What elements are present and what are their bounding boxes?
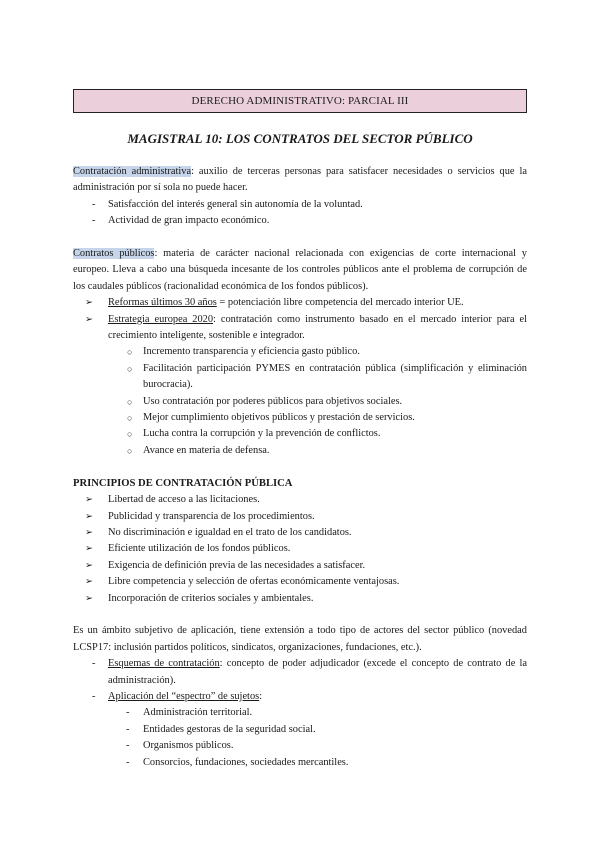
list-item — [73, 394, 527, 410]
reformas-label: Reformas últimos 30 años — [108, 297, 217, 309]
principios-heading: PRINCIPIOS DE CONTRATACIÓN PÚBLICA — [73, 477, 293, 489]
circle-bullet-icon: ○ — [127, 363, 133, 374]
list-item — [73, 558, 527, 574]
esquemas-text: : concepto de poder adjudicador (excede el concepto de contrato de la administración). — [108, 658, 528, 686]
list-item — [73, 213, 527, 229]
list-item-text: Administración territorial. — [143, 707, 253, 719]
list-item — [73, 541, 527, 557]
list-item-text: Avance en materia de defensa. — [143, 444, 270, 456]
list-item-text: Consorcios, fundaciones, sociedades mercantiles. — [143, 756, 349, 768]
arrow-bullet-icon: ➢ — [85, 593, 93, 604]
arrow-bullet-icon: ➢ — [85, 511, 93, 522]
circle-bullet-icon: ○ — [127, 413, 133, 424]
circle-bullet-icon: ○ — [127, 445, 133, 456]
esquemas-label: Esquemas de contratación — [108, 658, 220, 670]
reformas-text: = potenciación libre competencia del mercado interior UE. — [216, 297, 464, 309]
contratacion-definition — [73, 164, 527, 197]
list-item-text: Incorporación de criterios sociales y ambientales. — [108, 592, 314, 604]
list-item — [73, 312, 527, 345]
espectro-label: Aplicación del “espectro” de sujetos — [108, 690, 260, 702]
list-item-text: Eficiente utilización de los fondos públicos. — [108, 543, 291, 555]
list-item — [73, 738, 527, 754]
list-item — [73, 689, 527, 705]
list-item — [73, 344, 527, 360]
list-item — [73, 509, 527, 525]
list-item — [73, 656, 527, 689]
list-item — [73, 722, 527, 738]
contratos-definition — [73, 246, 527, 295]
list-item-text: Entidades gestoras de la seguridad social. — [143, 723, 316, 735]
ambito-paragraph: Es un ámbito subjetivo de aplicación, tiene extensión a todo tipo de actores del sector público (novedad LCSP17: inclusión partidos políticos, sindicatos, organizaciones, fundaciones, etc.). — [73, 625, 527, 653]
dash-bullet-icon: - — [92, 690, 96, 702]
arrow-bullet-icon: ➢ — [85, 527, 93, 538]
estrategia-label: Estrategia europea 2020 — [108, 313, 214, 325]
dash-bullet-icon: - — [126, 723, 130, 735]
list-item — [73, 443, 527, 459]
arrow-bullet-icon: ➢ — [85, 314, 93, 325]
list-item — [73, 525, 527, 541]
list-item — [73, 492, 527, 508]
list-item-text: Actividad de gran impacto económico. — [108, 215, 270, 227]
list-item-text: Incremento transparencia y eficiencia gasto público. — [143, 346, 360, 358]
list-item-text: Libertad de acceso a las licitaciones. — [108, 494, 260, 506]
list-item-text: Uso contratación por poderes públicos para objetivos sociales. — [143, 395, 403, 407]
arrow-bullet-icon: ➢ — [85, 560, 93, 571]
list-item — [73, 410, 527, 426]
arrow-bullet-icon: ➢ — [85, 298, 93, 309]
list-item-text: Lucha contra la corrupción y la prevención de conflictos. — [143, 428, 381, 440]
arrow-bullet-icon: ➢ — [85, 495, 93, 506]
dash-bullet-icon: - — [92, 658, 96, 670]
list-item-text: No discriminación e igualdad en el trato de los candidatos. — [108, 526, 352, 538]
list-item — [73, 426, 527, 442]
dash-bullet-icon: - — [92, 215, 96, 227]
list-item-text: Exigencia de definición previa de las necesidades a satisfacer. — [108, 559, 366, 571]
list-item-text: Libre competencia y selección de ofertas económicamente ventajosas. — [108, 576, 400, 588]
espectro-text: : — [259, 690, 263, 702]
document-body — [73, 164, 527, 771]
arrow-bullet-icon: ➢ — [85, 577, 93, 588]
list-item-text: Organismos públicos. — [143, 740, 234, 752]
list-item — [73, 574, 527, 590]
list-item — [73, 755, 527, 771]
list-item — [73, 361, 527, 394]
list-item — [73, 591, 527, 607]
list-item — [73, 705, 527, 721]
contratos-definition-text: : materia de carácter nacional relacionada con exigencias de corte internacional y europeo. Lleva a cabo una búsqueda incesante de los controles públicos ante el problema de corrupción de los caudales públicos (racionalidad económica de los fondos públicos). — [73, 248, 528, 292]
arrow-bullet-icon: ➢ — [85, 544, 93, 555]
circle-bullet-icon: ○ — [127, 429, 133, 440]
circle-bullet-icon: ○ — [127, 347, 133, 358]
contratos-term: Contratos públicos — [73, 248, 155, 260]
header-banner: DERECHO ADMINISTRATIVO: PARCIAL III — [73, 89, 527, 113]
dash-bullet-icon: - — [126, 740, 130, 752]
dash-bullet-icon: - — [126, 707, 130, 719]
estrategia-text: : contratación como instrumento basado en el mercado interior para el crecimiento inteligente, sostenible e integrador. — [108, 313, 527, 342]
contratacion-term: Contratación administrativa — [73, 166, 192, 177]
dash-bullet-icon: - — [126, 756, 130, 768]
contratacion-definition-text: : auxilio de terceras personas para satisfacer necesidades o servicios que la administración por sí sola no puede hacer. — [73, 166, 527, 194]
dash-bullet-icon: - — [92, 198, 96, 210]
page-title: MAGISTRAL 10: LOS CONTRATOS DEL SECTOR PÚBLICO — [127, 131, 473, 146]
list-item-text: Publicidad y transparencia de los procedimientos. — [108, 510, 315, 522]
list-item — [73, 197, 527, 213]
list-item-text: Facilitación participación PYMES en contratación pública (simplificación y eliminación burocracia). — [143, 362, 527, 391]
list-item-text: Satisfacción del interés general sin autonomía de la voluntad. — [108, 198, 363, 210]
list-item — [73, 295, 527, 311]
list-item-text: Mejor cumplimiento objetivos públicos y prestación de servicios. — [143, 412, 415, 424]
circle-bullet-icon: ○ — [127, 396, 133, 407]
